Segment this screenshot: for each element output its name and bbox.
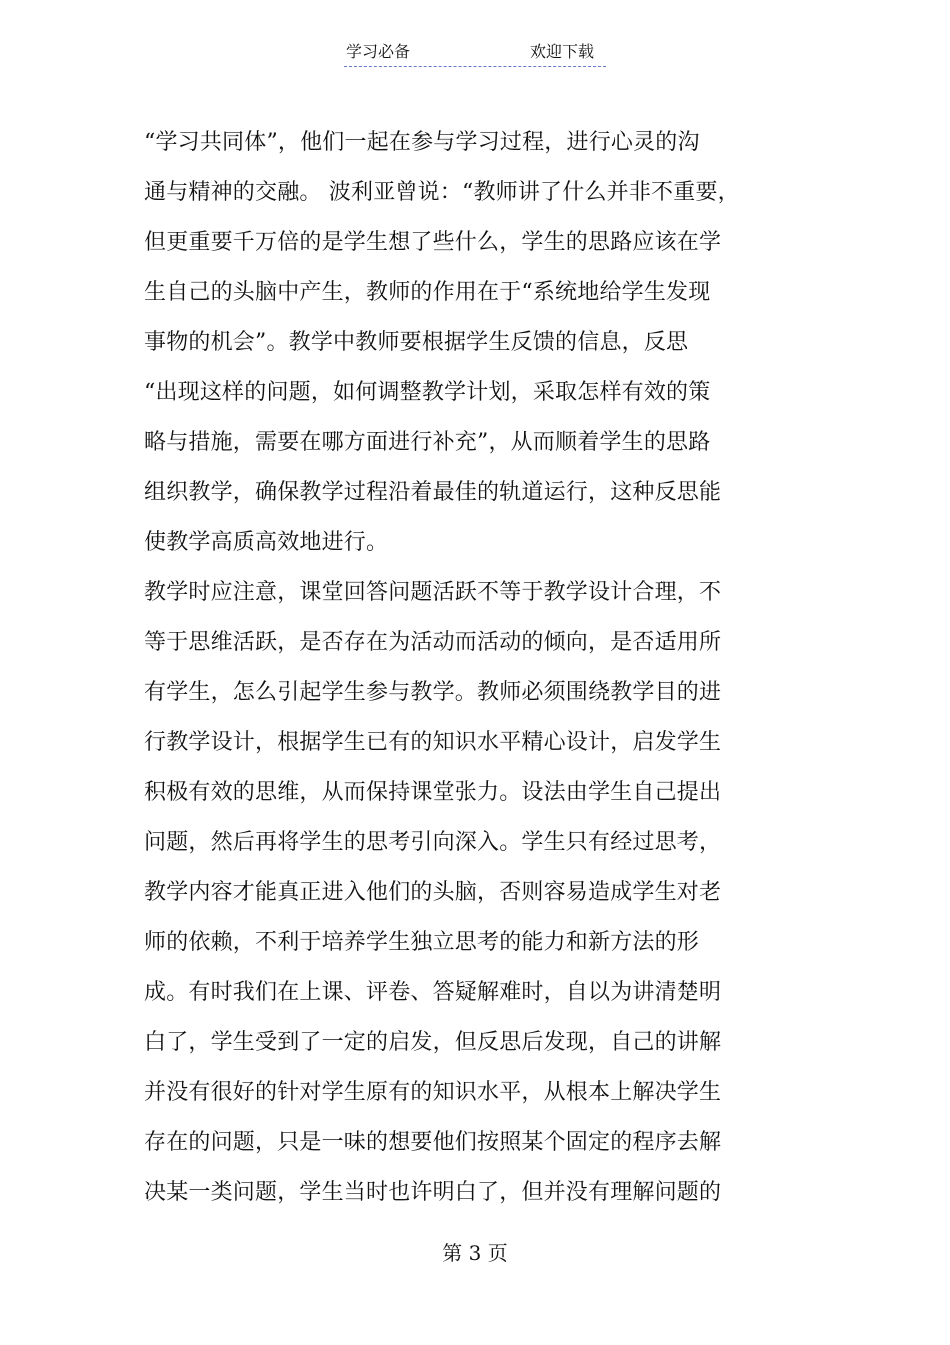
- text-line: 问题，然后再将学生的思考引向深入。学生只有经过思考，: [144, 830, 722, 855]
- text-line: 通与精神的交融。 波利亚曾说：“教师讲了什么并非不重要，: [144, 180, 740, 205]
- text-line: 成。有时我们在上课、评卷、答疑解难时，自以为讲清楚明: [144, 980, 722, 1005]
- text-line: 但更重要千万倍的是学生想了些什么，学生的思路应该在学: [144, 230, 722, 255]
- text-line: 并没有很好的针对学生原有的知识水平，从根本上解决学生: [144, 1080, 722, 1105]
- text-line: 存在的问题，只是一味的想要他们按照某个固定的程序去解: [144, 1130, 722, 1155]
- text-line: “学习共同体”，他们一起在参与学习过程，进行心灵的沟: [144, 130, 700, 155]
- text-line: 积极有效的思维，从而保持课堂张力。设法由学生自己提出: [144, 780, 722, 805]
- text-line: 师的依赖，不利于培养学生独立思考的能力和新方法的形: [144, 930, 700, 955]
- text-line: 行教学设计，根据学生已有的知识水平精心设计，启发学生: [144, 730, 722, 755]
- body-text: [144, 118, 784, 1218]
- text-line: 事物的机会”。教学中教师要根据学生反馈的信息，反思: [144, 330, 689, 355]
- text-line: 有学生，怎么引起学生参与教学。教师必须围绕教学目的进: [144, 680, 722, 705]
- header-right-text: 欢迎下载: [530, 42, 595, 61]
- text-line: 生自己的头脑中产生，教师的作用在于“系统地给学生发现: [144, 280, 711, 305]
- text-line: 使教学高质高效地进行。: [144, 530, 389, 555]
- text-line: 组织教学，确保教学过程沿着最佳的轨道运行，这种反思能: [144, 480, 722, 505]
- text-line: 教学内容才能真正进入他们的头脑，否则容易造成学生对老: [144, 880, 722, 905]
- text-line: 教学时应注意，课堂回答问题活跃不等于教学设计合理，不: [144, 580, 722, 605]
- text-line: 略与措施，需要在哪方面进行补充”，从而顺着学生的思路: [144, 430, 711, 455]
- page-number: 第 3 页: [442, 1241, 508, 1265]
- page-header: [344, 40, 606, 67]
- text-line: “出现这样的问题，如何调整教学计划，采取怎样有效的策: [144, 380, 711, 405]
- text-line: 白了，学生受到了一定的启发，但反思后发现，自己的讲解: [144, 1030, 722, 1055]
- text-line: 等于思维活跃，是否存在为活动而活动的倾向，是否适用所: [144, 630, 722, 655]
- header-left-text: 学习必备: [346, 42, 411, 61]
- text-line: 决某一类问题，学生当时也许明白了，但并没有理解问题的: [144, 1180, 722, 1205]
